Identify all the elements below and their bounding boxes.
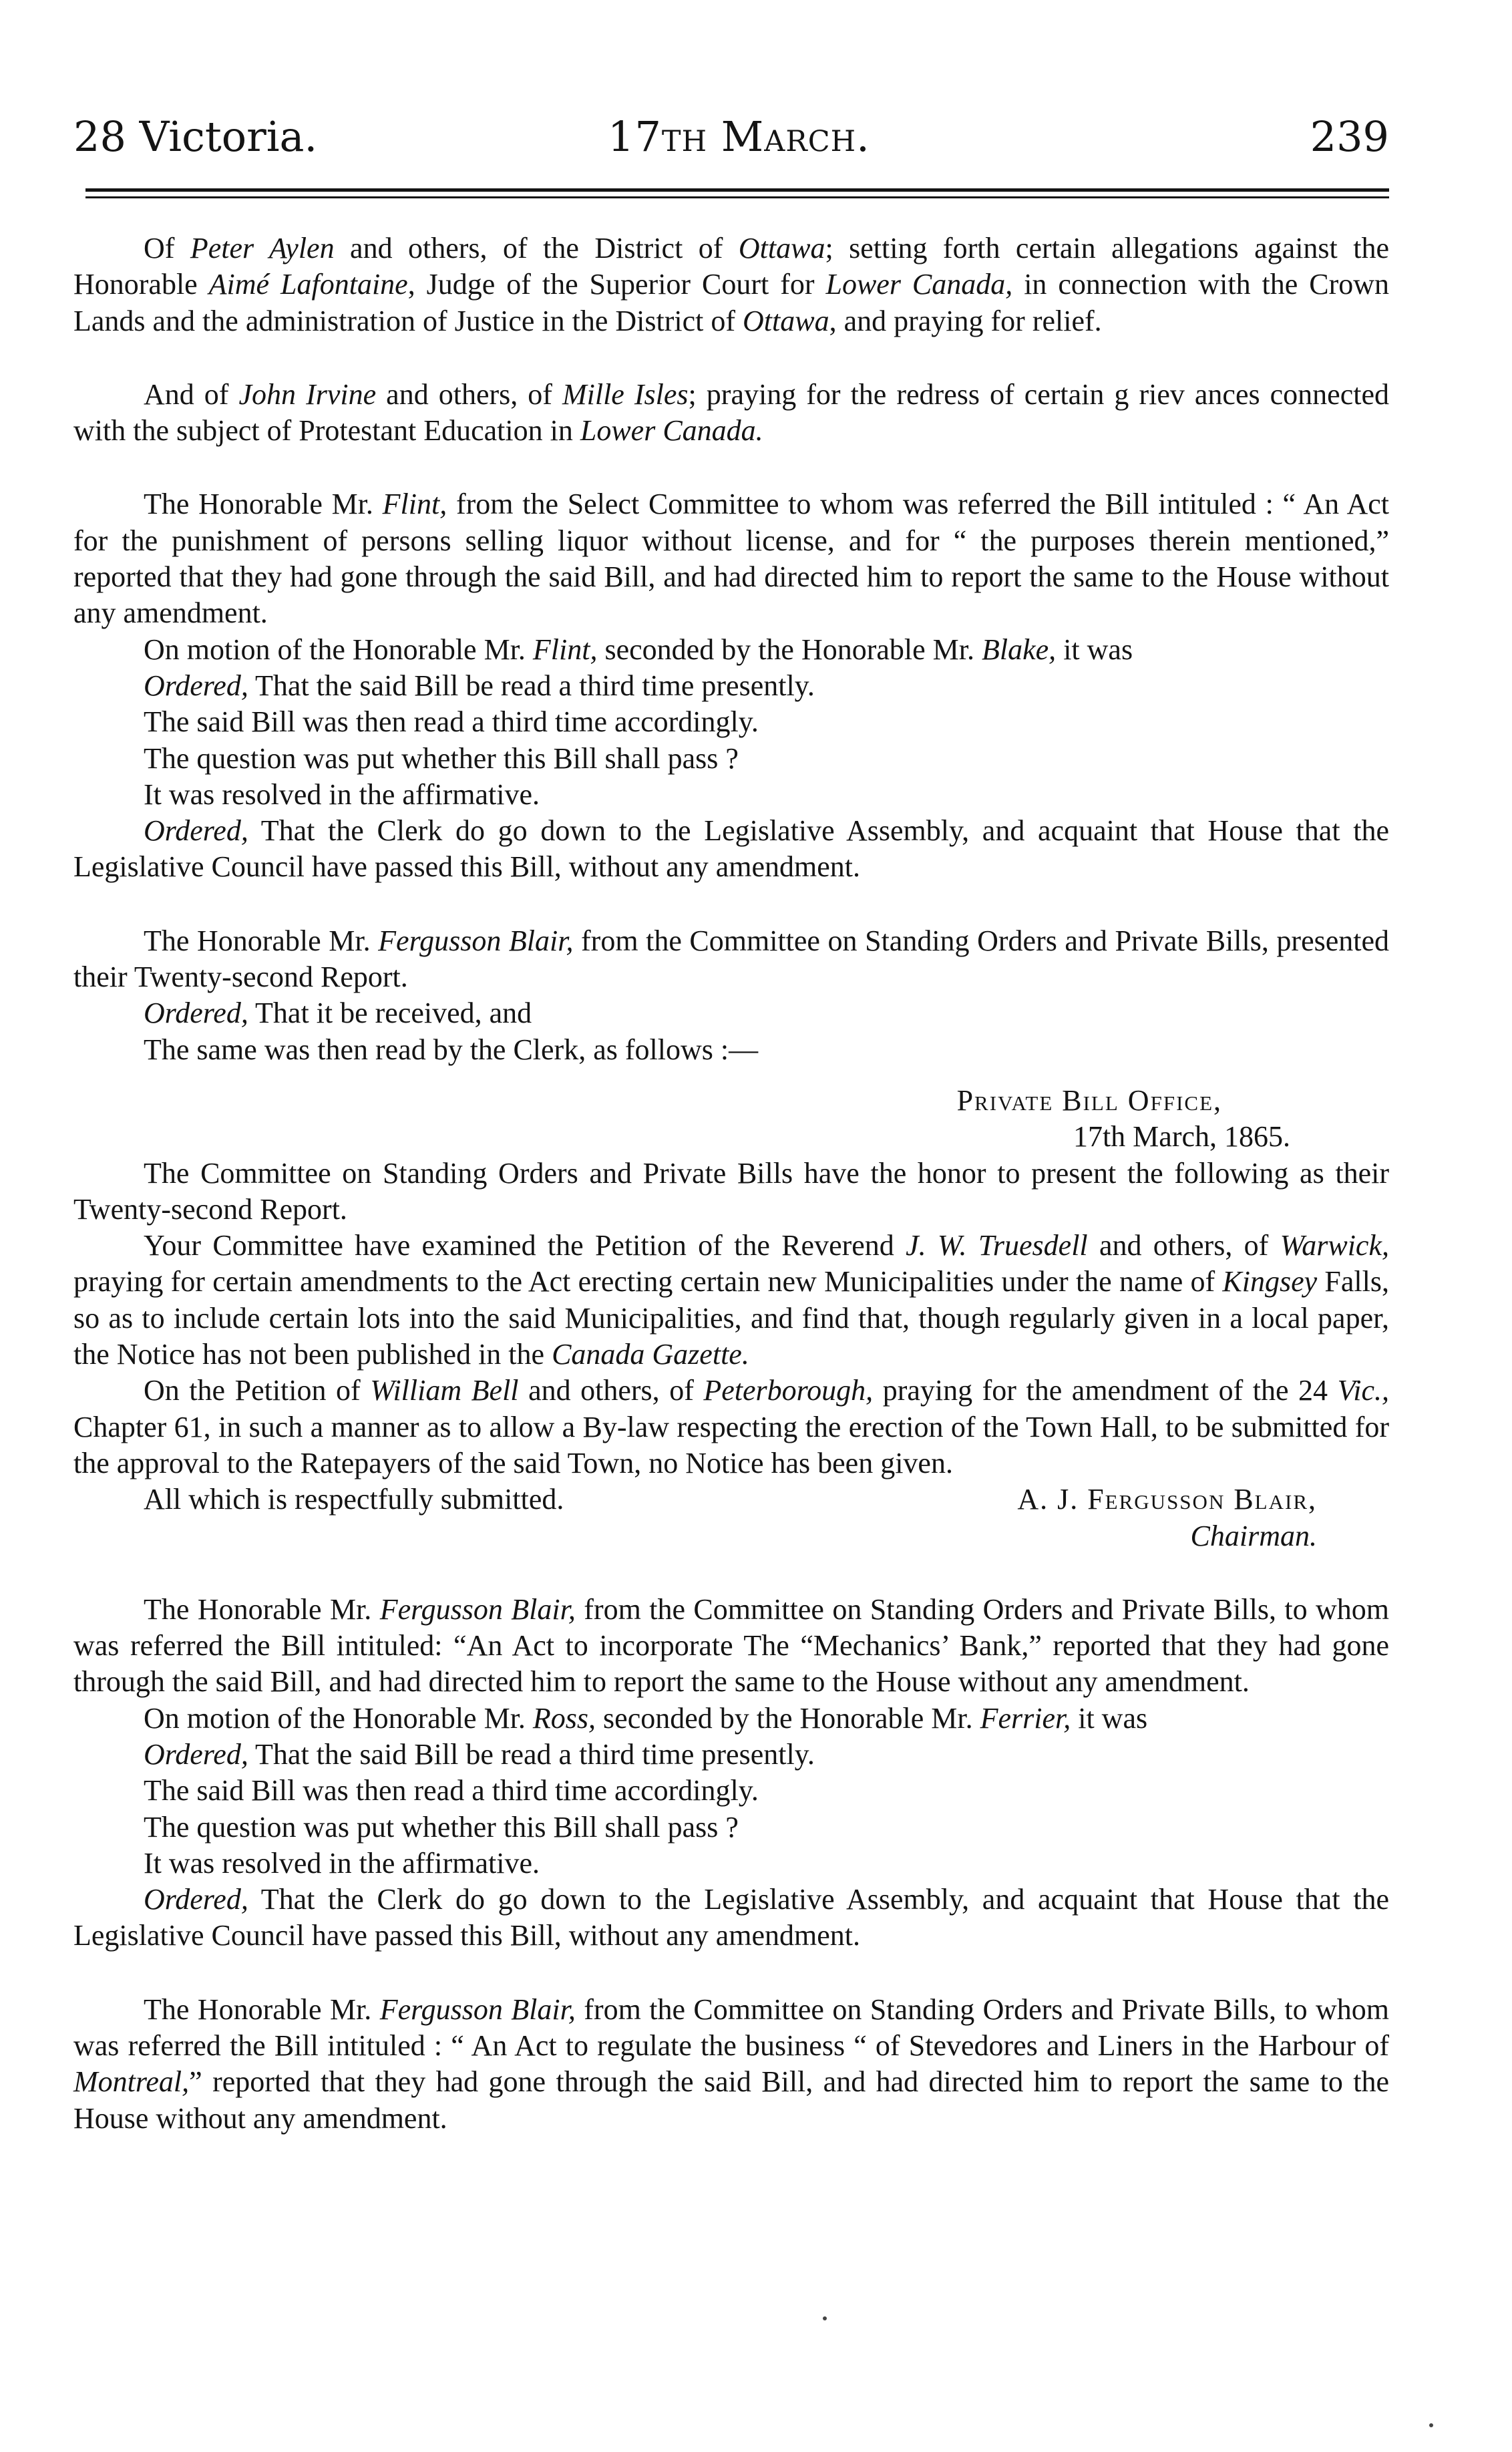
report-office: Private Bill Office, [956, 1083, 1222, 1117]
blair-received: Ordered, That it be received, and [144, 997, 532, 1030]
flint-question: The question was put whether this Bill shall pass ? [144, 741, 739, 775]
report-paragraph-truesdell: Your Committee have examined the Petition of the Reverend J. W. Truesdell and others, of Warwick, praying for certain amendments to the Act erecting certain new Municipalities under the name of Kingsey Falls, so as to include certain lots into the said Municipalities, and find that, though regularly given in a local paper, the Notice has not been published in the Canada Gazette. [73, 1229, 1389, 1371]
report-signature: A. J. Fergusson Blair, [1017, 1483, 1317, 1516]
blair-read-by-clerk: The same was then read by the Clerk, as follows :— [144, 1033, 759, 1066]
ink-speck [823, 2316, 827, 2320]
report-signature-row [73, 1481, 1389, 1518]
petition-irvine: And of John Irvine and others, of Mille Isles; praying for the redress of certain g riev ances connected with the subject of Protestant Education in Lower Canada. [73, 377, 1389, 448]
mechanics-resolved: It was resolved in the affirmative. [144, 1846, 540, 1880]
mechanics-motion: On motion of the Honorable Mr. Ross, seconded by the Honorable Mr. Ferrier, it was [144, 1701, 1148, 1735]
flint-third-reading: The said Bill was then read a third time accordingly. [144, 705, 759, 739]
stevedores-report: The Honorable Mr. Fergusson Blair, from the Committee on Standing Orders and Private Bills, to whom was referred the Bill intituled : “ An Act to regulate the business “ of Stevedores and Liners in the Harbour of Montreal,” reported that they had gone through the said Bill, and had directed him to report the same to the House without any amendment. [73, 1992, 1390, 2135]
ink-speck [1429, 2423, 1433, 2427]
flint-ordered: Ordered, That the said Bill be read a third time presently. [144, 669, 815, 702]
flint-resolved: It was resolved in the affirmative. [144, 777, 540, 811]
mechanics-clerk-order: Ordered, That the Clerk do go down to the Legislative Assembly, and acquaint that House that the Legislative Council have passed this Bill, without any amendment. [73, 1883, 1389, 1952]
report-intro: The Committee on Standing Orders and Private Bills have the honor to present the following as their Twenty-second Report. [73, 1156, 1389, 1226]
report-date: 17th March, 1865. [1073, 1120, 1290, 1154]
running-header [73, 100, 1389, 174]
report-paragraph-bell: On the Petition of William Bell and others, of Peterborough, praying for the amendment of the 24 Vic., Chapter 61, in such a manner as to allow a By-law respecting the erection of the Town Hall, to be submitted for the approval to the Ratepayers of the said Town, no Notice has been given. [73, 1374, 1389, 1479]
header-rule-thick [85, 188, 1389, 192]
header-rule-thin [85, 196, 1389, 198]
report-chairman: Chairman. [1190, 1519, 1317, 1552]
flint-report: The Honorable Mr. Flint, from the Select Committee to whom was referred the Bill intituled : “ An Act for the punishment of persons selling liquor without license, and for “ the purposes therein mentioned,” reported that they had gone through the said Bill, and had directed him to report the same to the House without any amendment. [73, 488, 1389, 630]
flint-clerk-order: Ordered, That the Clerk do go down to the Legislative Assembly, and acquaint that House that the Legislative Council have passed this Bill, without any amendment. [73, 814, 1389, 884]
header-session: 28 Victoria. [73, 112, 318, 161]
page-number: 239 [1310, 112, 1389, 161]
petition-aylen: Of Peter Aylen and others, of the District of Ottawa; setting forth certain allegations against the Honorable Aimé Lafontaine, Judge of the Superior Court for Lower Canada, in connection with the Crown Lands and the administration of Justice in the District of Ottawa, and praying for relief. [73, 232, 1390, 337]
report-closing: All which is respectfully submitted. [144, 1483, 564, 1516]
blair-twenty-second-report: The Honorable Mr. Fergusson Blair, from the Committee on Standing Orders and Private Bills, presented their Twenty-second Report. [73, 924, 1389, 994]
flint-motion: On motion of the Honorable Mr. Flint, seconded by the Honorable Mr. Blake, it was [144, 633, 1133, 666]
header-date: 17th March. [608, 112, 870, 161]
mechanics-question: The question was put whether this Bill shall pass ? [144, 1810, 739, 1844]
mechanics-ordered: Ordered, That the said Bill be read a third time presently. [144, 1737, 815, 1771]
mechanics-bank-report: The Honorable Mr. Fergusson Blair, from the Committee on Standing Orders and Private Bills, to whom was referred the Bill intituled: “An Act to incorporate The “Mechanics’ Bank,” reported that they had gone through the said Bill, and had directed him to report the same to the House without any amendment. [73, 1592, 1390, 1699]
journal-body [73, 230, 1389, 2137]
mechanics-third-reading: The said Bill was then read a third time accordingly. [144, 1774, 759, 1807]
